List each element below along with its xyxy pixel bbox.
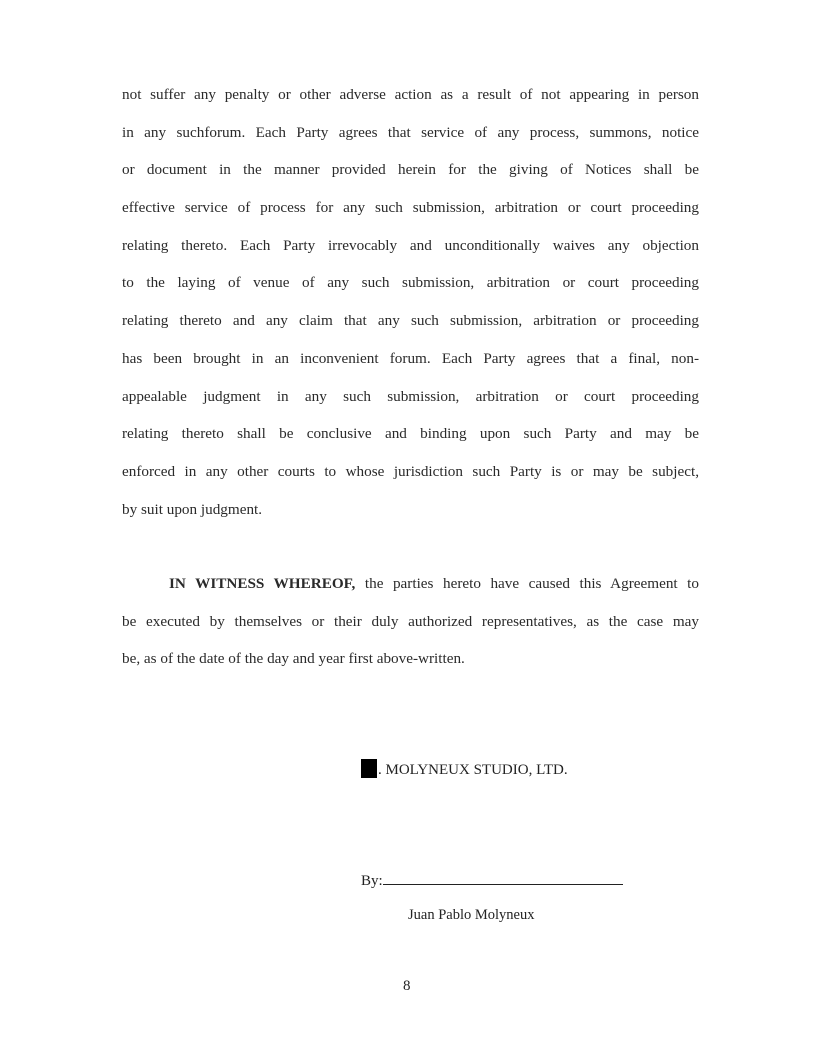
by-label: By: [361,873,383,889]
text-line: has been brought in an inconvenient forum. Each Party agrees that a final, non- [122,349,699,367]
text-line: relating thereto and any claim that any such submission, arbitration or proceeding [122,312,699,330]
text-line: relating thereto. Each Party irrevocably and unconditionally waives any objection [122,236,699,254]
text-line: relating thereto shall be conclusive and binding upon such Party and may be [122,425,699,443]
witness-paragraph [122,565,699,678]
text-line: be executed by themselves or their duly authorized representatives, as the case may [122,612,699,630]
text-line: appealable judgment in any such submission, arbitration or court proceeding [122,387,699,405]
company-name-text: . MOLYNEUX STUDIO, LTD. [378,762,568,778]
signature-line [361,870,623,890]
text-line: in any suchforum. Each Party agrees that service of any process, summons, notice [122,123,699,141]
witness-line-1-rest: the parties hereto have caused this Agreement to [355,575,699,592]
text-line: or document in the manner provided herein for the giving of Notices shall be [122,161,699,179]
signatory-name: Juan Pablo Molyneux [408,907,535,923]
text-line: enforced in any other courts to whose jurisdiction such Party is or may be subject, [122,462,699,480]
redaction-block [361,759,377,778]
company-name [361,759,568,779]
page-number: 8 [403,978,411,994]
witness-heading: IN WITNESS WHEREOF, [169,575,356,592]
jurisdiction-paragraph [122,76,699,528]
text-line [122,565,699,603]
text-line: be, as of the date of the day and year first above-written. [122,650,465,668]
text-line: by suit upon judgment. [122,500,263,518]
signature-blank [383,870,623,885]
text-line: to the laying of venue of any such submission, arbitration or court proceeding [122,274,699,292]
text-line: effective service of process for any such submission, arbitration or court proceeding [122,199,699,217]
text-line: not suffer any penalty or other adverse action as a result of not appearing in person [122,86,699,103]
